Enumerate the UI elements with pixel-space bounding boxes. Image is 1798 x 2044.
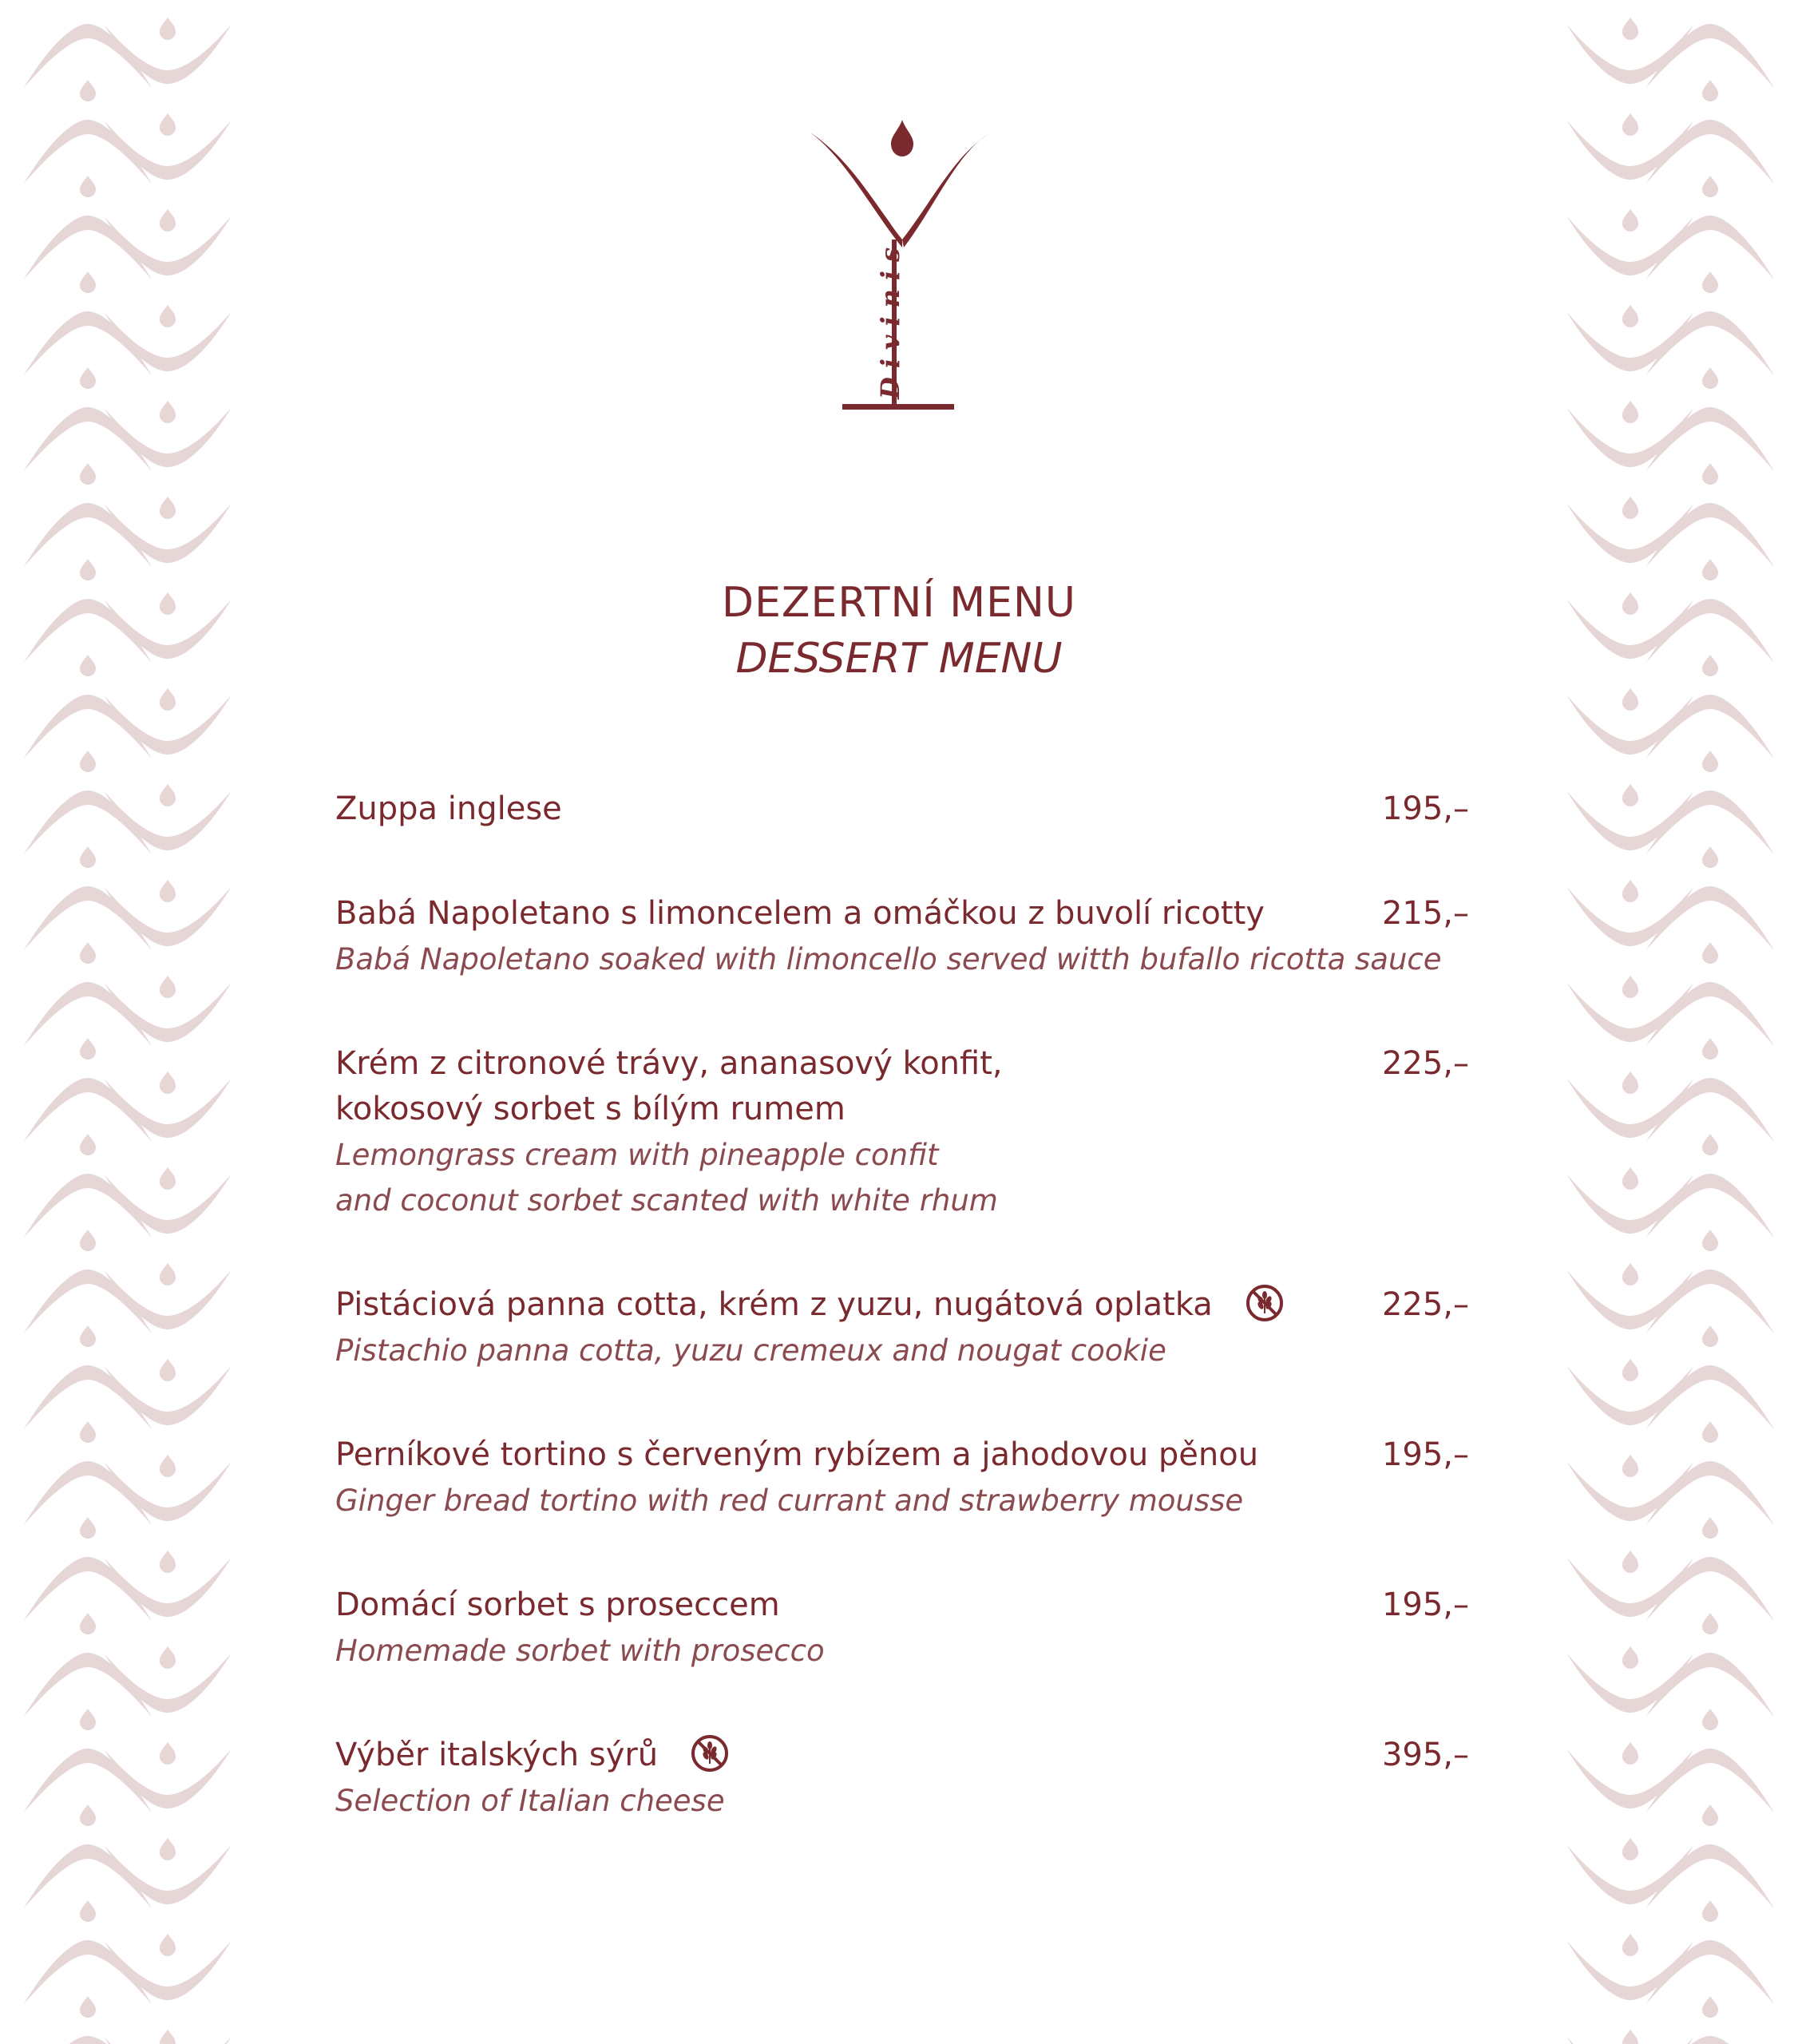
menu-item xyxy=(335,1583,1469,1674)
menu-header xyxy=(0,575,1798,687)
menu-item-price: 195,– xyxy=(1381,1586,1469,1623)
menu-item-description xyxy=(335,937,1469,982)
menu-item xyxy=(335,1432,1469,1523)
menu-item-name-line: kokosový sorbet s bílým rumem xyxy=(335,1091,846,1127)
menu-item-description xyxy=(335,1628,1469,1674)
menu-item-price: 225,– xyxy=(1381,1286,1469,1323)
dessert-menu-list xyxy=(335,786,1469,1883)
menu-item-name-line: Babá Napoletano s limoncelem a omáčkou z buvolí ricotty xyxy=(335,895,1265,932)
menu-item-description-line: Babá Napoletano soaked with limoncello served witth bufallo ricotta sauce xyxy=(335,942,1442,976)
page-title: DEZERTNÍ MENU xyxy=(722,579,1076,627)
menu-item-description xyxy=(335,1778,1469,1824)
menu-item-name-line: Krém z citronové trávy, ananasový konfit, xyxy=(335,1045,1003,1082)
menu-item-name xyxy=(335,1432,1469,1478)
menu-item-name xyxy=(335,1282,1469,1328)
menu-item xyxy=(335,1733,1469,1824)
menu-item xyxy=(335,1282,1469,1373)
menu-item-description-line: and coconut sorbet scanted with white rhum xyxy=(335,1183,998,1218)
menu-item-price: 395,– xyxy=(1381,1737,1469,1773)
menu-item-name-line: Domácí sorbet s proseccem xyxy=(335,1586,780,1623)
menu-item-name-line: Pistáciová panna cotta, krém z yuzu, nugátová oplatka xyxy=(335,1282,1469,1328)
menu-item-description xyxy=(335,1132,1469,1223)
menu-item-description xyxy=(335,1478,1469,1523)
menu-item-description-line: Lemongrass cream with pineapple confit xyxy=(335,1138,939,1172)
menu-item-name-line: Zuppa inglese xyxy=(335,790,562,827)
menu-item-name-line: Perníkové tortino s červeným rybízem a jahodovou pěnou xyxy=(335,1436,1259,1473)
menu-item-name-line: Výběr italských sýrů xyxy=(335,1733,1469,1778)
gluten-free-icon xyxy=(690,1733,730,1773)
menu-item-price: 215,– xyxy=(1381,895,1469,932)
gluten-free-icon xyxy=(1245,1283,1285,1323)
menu-item-name xyxy=(335,786,1469,832)
menu-item-description-line: Homemade sorbet with prosecco xyxy=(335,1634,825,1668)
menu-item xyxy=(335,891,1469,982)
menu-item-name xyxy=(335,1583,1469,1628)
menu-item xyxy=(335,786,1469,832)
menu-item-description-line: Pistachio panna cotta, yuzu cremeux and nougat cookie xyxy=(335,1333,1166,1368)
menu-item-name xyxy=(335,891,1469,937)
menu-item-price: 195,– xyxy=(1381,790,1469,827)
menu-item-description xyxy=(335,1328,1469,1373)
menu-item-name xyxy=(335,1733,1469,1778)
menu-item xyxy=(335,1041,1469,1223)
left-decorative-pattern xyxy=(24,0,232,2044)
page-subtitle: DESSERT MENU xyxy=(735,635,1063,683)
right-decorative-pattern xyxy=(1566,0,1774,2044)
menu-item-price: 225,– xyxy=(1381,1045,1469,1082)
menu-item-name xyxy=(335,1041,1469,1132)
menu-item-description-line: Ginger bread tortino with red currant and strawberry mousse xyxy=(335,1483,1244,1518)
menu-item-description-line: Selection of Italian cheese xyxy=(335,1784,725,1818)
menu-item-price: 195,– xyxy=(1381,1436,1469,1473)
logo-wordmark: Divinis xyxy=(875,238,905,399)
